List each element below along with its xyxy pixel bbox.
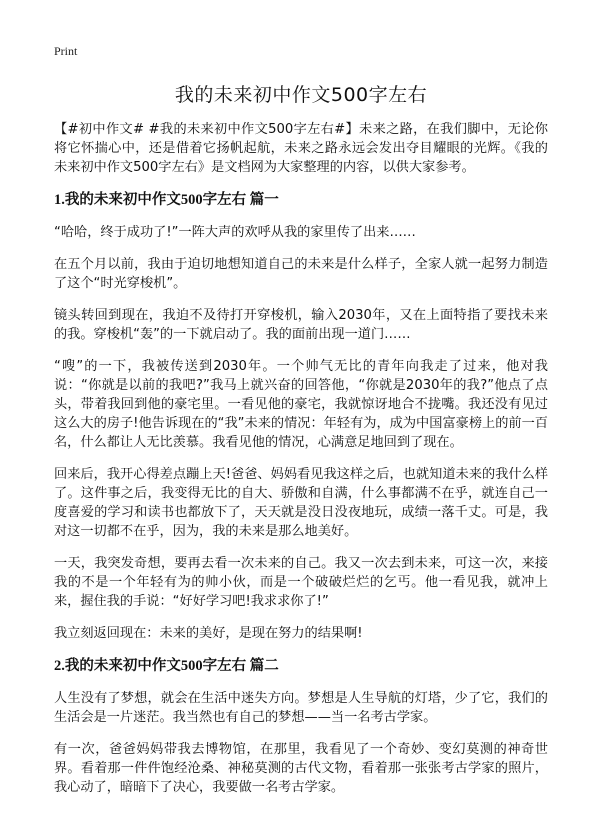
paragraph: 在五个月以前，我由于迫切地想知道自己的未来是什么样子，全家人就一起努力制造了这个“时光穿梭机”。: [54, 257, 548, 291]
section-1-heading: 1.我的未来初中作文500字左右 篇一: [54, 192, 279, 208]
article-body: [54, 120, 548, 810]
print-link[interactable]: Print: [54, 44, 78, 58]
paragraph: “哈哈，终于成功了!”一阵大声的欢呼从我的家里传了出来……: [54, 225, 416, 240]
page-title: 我的未来初中作文500字左右: [174, 84, 428, 106]
paragraph: 有一次，爸爸妈妈带我去博物馆，在那里，我看见了一个奇妙、变幻莫测的神奇世界。看着那一件件饱经沧桑、神秘莫测的古代文物，看着那一张张考古学家的照片，我心动了，暗暗下了决心，我要做一名考古学家。: [54, 742, 548, 795]
paragraph: 镜头转回到现在，我迫不及待打开穿梭机，输入2030年，又在上面特指了要找未来的我。穿梭机“轰”的一下就启动了。我的面前出现一道门……: [54, 308, 548, 342]
intro-paragraph: 【#初中作文# #我的未来初中作文500字左右#】未来之路，在我们脚中，无论你将它怀揣心中，还是借着它扬帆起航，未来之路永远会发出夺目耀眼的光辉。《我的未来初中作文500字左右》是文档网为大家整理的内容，以供大家参考。: [54, 122, 548, 175]
paragraph: 回来后，我开心得差点蹦上天!爸爸、妈妈看见我这样之后，也就知道未来的我什么样了。这件事之后，我变得无比的自大、骄傲和自满，什么事都满不在乎，就连自己一度喜爱的学习和读书也都放下了，天天就是没日没夜地玩，成绩一落千丈。可是，我对这一切都不在乎，因为，我的未来是那么地美好。: [54, 467, 548, 539]
paragraph: 人生没有了梦想，就会在生活中迷失方向。梦想是人生导航的灯塔，少了它，我们的生活会是一片迷茫。我当然也有自己的梦想——当一名考古学家。: [54, 691, 548, 725]
paragraph: “嗖”的一下，我被传送到2030年。一个帅气无比的青年向我走了过来，他对我说：“你就是以前的我吧?”我马上就兴奋的回答他，“你就是2030年的我?”他点了点头，带着我回到他的豪宅里。一看见他的豪宅，我就惊讶地合不拢嘴。我还没有见过这么大的房子!他告诉现在的“我”未来的情况：年轻有为，成为中国富豪榜上的前一百名，什么都让人无比羡慕。我看见他的情况，心满意足地回到了现在。: [54, 359, 548, 450]
paragraph: 我立刻返回现在：未来的美好，是现在努力的结果啊!: [54, 626, 363, 641]
paragraph: 一天，我突发奇想，要再去看一次未来的自己。我又一次去到未来，可这一次，来接我的不是一个年轻有为的帅小伙，而是一个破破烂烂的乞丐。他一看见我，就冲上来，握住我的手说：“好好学习吧!我求求你了!”: [54, 556, 548, 609]
section-2-heading: 2.我的未来初中作文500字左右 篇二: [54, 658, 279, 674]
